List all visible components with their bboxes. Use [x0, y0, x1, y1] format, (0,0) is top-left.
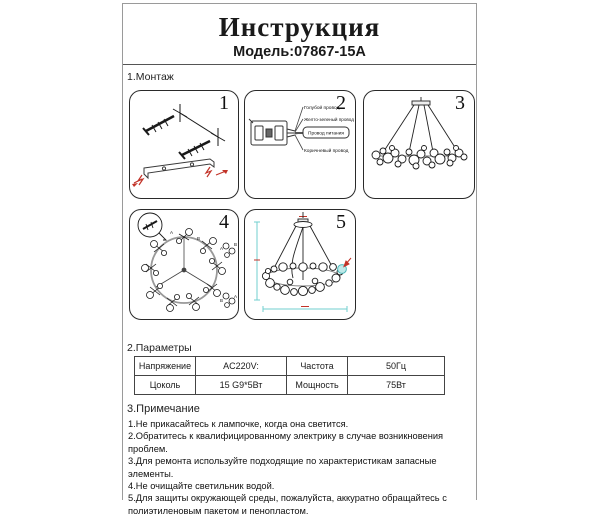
- step-1-drawing: [130, 91, 237, 197]
- step-5-drawing: [245, 210, 354, 318]
- detail-letter-a: A: [220, 246, 224, 251]
- blue-wire-label: Голубой провод: [304, 106, 340, 111]
- params-heading: 2.Параметры: [127, 342, 192, 354]
- header-divider: [123, 64, 476, 65]
- rim-letter-b: B: [197, 236, 201, 241]
- step-5-panel: [244, 209, 356, 320]
- step-2-drawing: [245, 91, 354, 197]
- param-value-power: 75Вт: [348, 376, 445, 395]
- power-wire-label: Провод питания: [308, 131, 344, 137]
- params-table: [134, 356, 445, 395]
- step-5-number: 5: [336, 211, 346, 233]
- step-4-panel: [129, 209, 239, 320]
- step-4-number: 4: [219, 211, 229, 233]
- montage-heading: 1.Монтаж: [127, 71, 174, 83]
- step-1-panel: [129, 90, 239, 199]
- step-3-number: 3: [455, 92, 465, 114]
- notes-heading: 3.Примечание: [127, 403, 200, 415]
- param-value-voltage: AC220V:: [196, 357, 287, 376]
- step-3-drawing: [364, 91, 473, 197]
- instruction-sheet: [122, 3, 477, 516]
- table-row: [135, 376, 445, 395]
- param-value-socket: 15 G9*5Вт: [196, 376, 287, 395]
- param-label-socket: Цоколь: [135, 376, 196, 395]
- yellow-green-wire-label: Желто-зеленый провод: [304, 117, 354, 122]
- note-item-4: 4.Не очищайте светильник водой.: [128, 481, 275, 492]
- note-item-3: 3.Для ремонта используйте подходящие по характеристикам запасные элементы.: [128, 456, 437, 479]
- bulb-pointer-arrow: [344, 258, 351, 267]
- param-label-frequency: Частота: [287, 357, 348, 376]
- step-1-number: 1: [219, 92, 229, 114]
- model-number: Модель:07867-15A: [233, 44, 366, 60]
- detail-letter-b2: B: [220, 298, 224, 303]
- step-2-number: 2: [336, 92, 346, 114]
- table-row: [135, 357, 445, 376]
- note-item-1: 1.Не прикасайтесь к лампочке, когда она светится.: [128, 419, 349, 429]
- step-2-panel: [244, 90, 356, 199]
- note-item-5: 5.Для защиты окружающей среды, пожалуйста, аккуратно обращайтесь с полиэтиленовым пакетом и пенопластом.: [128, 493, 447, 516]
- note-item-2: 2.Обратитесь к квалифицированному электрику в случае возникновения проблем.: [128, 431, 444, 454]
- param-value-frequency: 50Гц: [348, 357, 445, 376]
- detail-letter-a2: A: [234, 294, 237, 299]
- step-3-panel: [363, 90, 475, 199]
- detail-letter-b: B: [234, 242, 237, 247]
- param-label-power: Мощность: [287, 376, 348, 395]
- step-4-drawing: [130, 210, 237, 318]
- brown-wire-label: Коричневый провод: [304, 149, 349, 154]
- page-title: Инструкция: [218, 12, 381, 42]
- notes-list: [128, 418, 476, 517]
- rim-letter-a: A: [170, 230, 174, 235]
- param-label-voltage: Напряжение: [135, 357, 196, 376]
